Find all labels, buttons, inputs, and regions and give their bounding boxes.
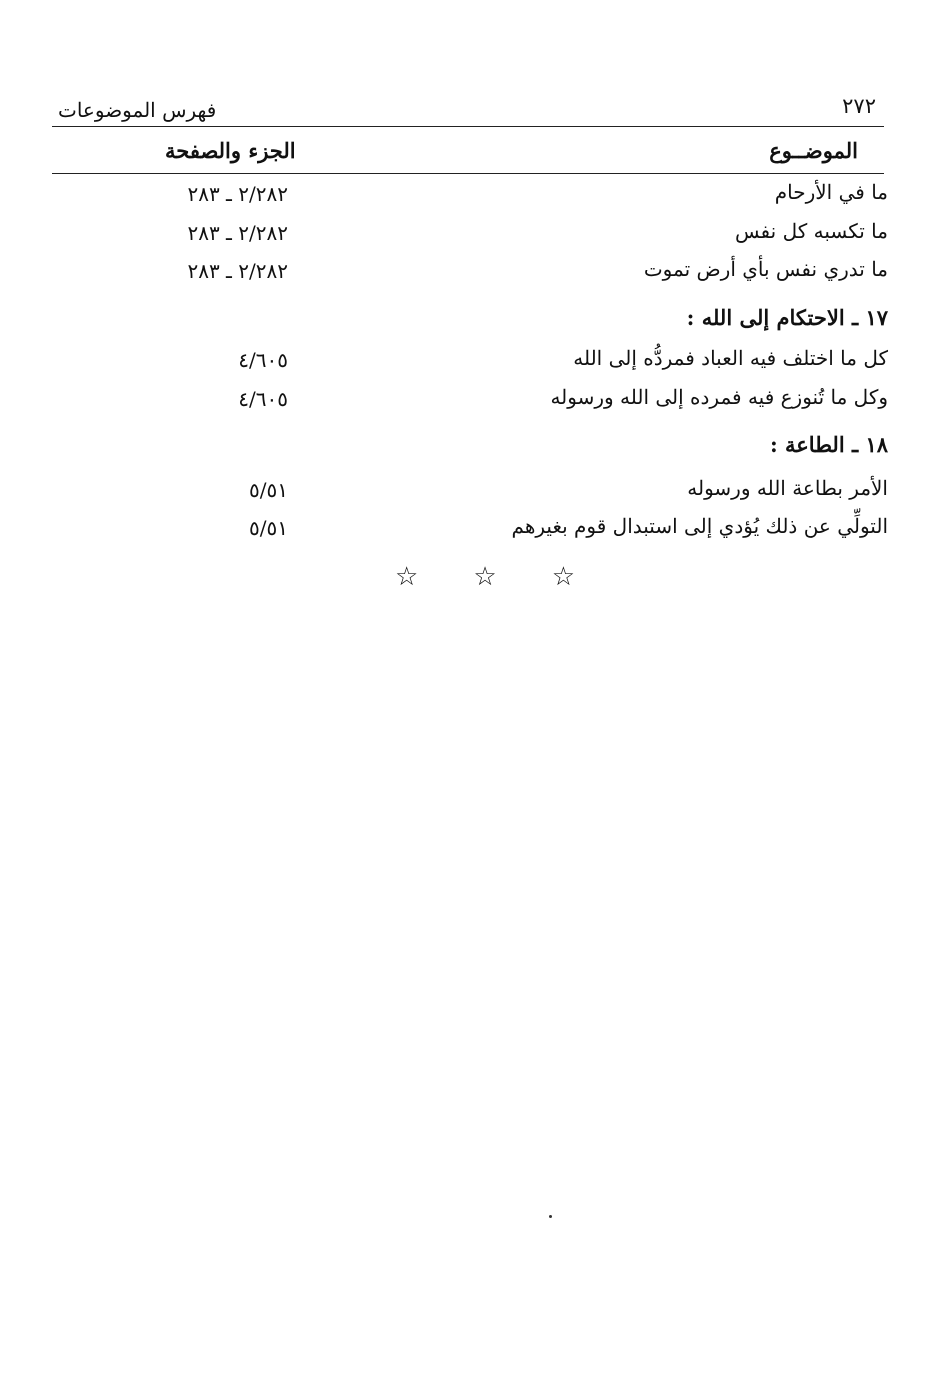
section-heading-18: ١٨ ـ الطاعة : [769,432,888,457]
index-row [52,219,888,255]
index-topic: التولِّي عن ذلك يُؤدي إلى استبدال قوم بغيرهم [511,514,888,538]
running-header [52,92,884,126]
index-row [52,514,888,550]
index-reference: ٥/٥١ [249,478,288,502]
section-end-ornament [395,562,575,592]
index-row [52,476,888,512]
index-topic: ما تكسبه كل نفس [735,219,888,243]
index-topic: وكل ما تُنوزع فيه فمرده إلى الله ورسوله [550,385,888,409]
index-reference: ٤/٦٠٥ [238,387,288,411]
index-reference: ٥/٥١ [249,516,288,540]
index-reference: ٢/٢٨٢ ـ ٢٨٣ [187,221,288,245]
index-reference: ٤/٦٠٥ [238,348,288,372]
page-number: ٢٧٢ [842,94,876,118]
running-title: فهرس الموضوعات [58,98,217,122]
index-row [52,180,888,216]
index-row [52,257,888,293]
index-row [52,385,888,421]
print-speck [549,1215,552,1218]
index-topic: ما في الأرحام [774,180,888,204]
index-topic: كل ما اختلف فيه العباد فمردُّه إلى الله [573,346,888,370]
column-header-topic: الموضــوع [769,138,858,163]
header-rule [52,126,884,127]
section-heading-17: ١٧ ـ الاحتكام إلى الله : [686,305,888,330]
star-outline-icon: ☆ [395,562,419,592]
index-reference: ٢/٢٨٢ ـ ٢٨٣ [187,182,288,206]
star-outline-icon: ☆ [473,562,497,592]
index-reference: ٢/٢٨٢ ـ ٢٨٣ [187,259,288,283]
index-row [52,346,888,382]
index-topic: ما تدري نفس بأي أرض تموت [643,257,888,281]
column-header-rule [52,173,884,174]
star-outline-icon: ☆ [551,562,575,592]
column-header-volume-page: الجزء والصفحة [165,138,296,163]
index-topic: الأمر بطاعة الله ورسوله [687,476,888,500]
